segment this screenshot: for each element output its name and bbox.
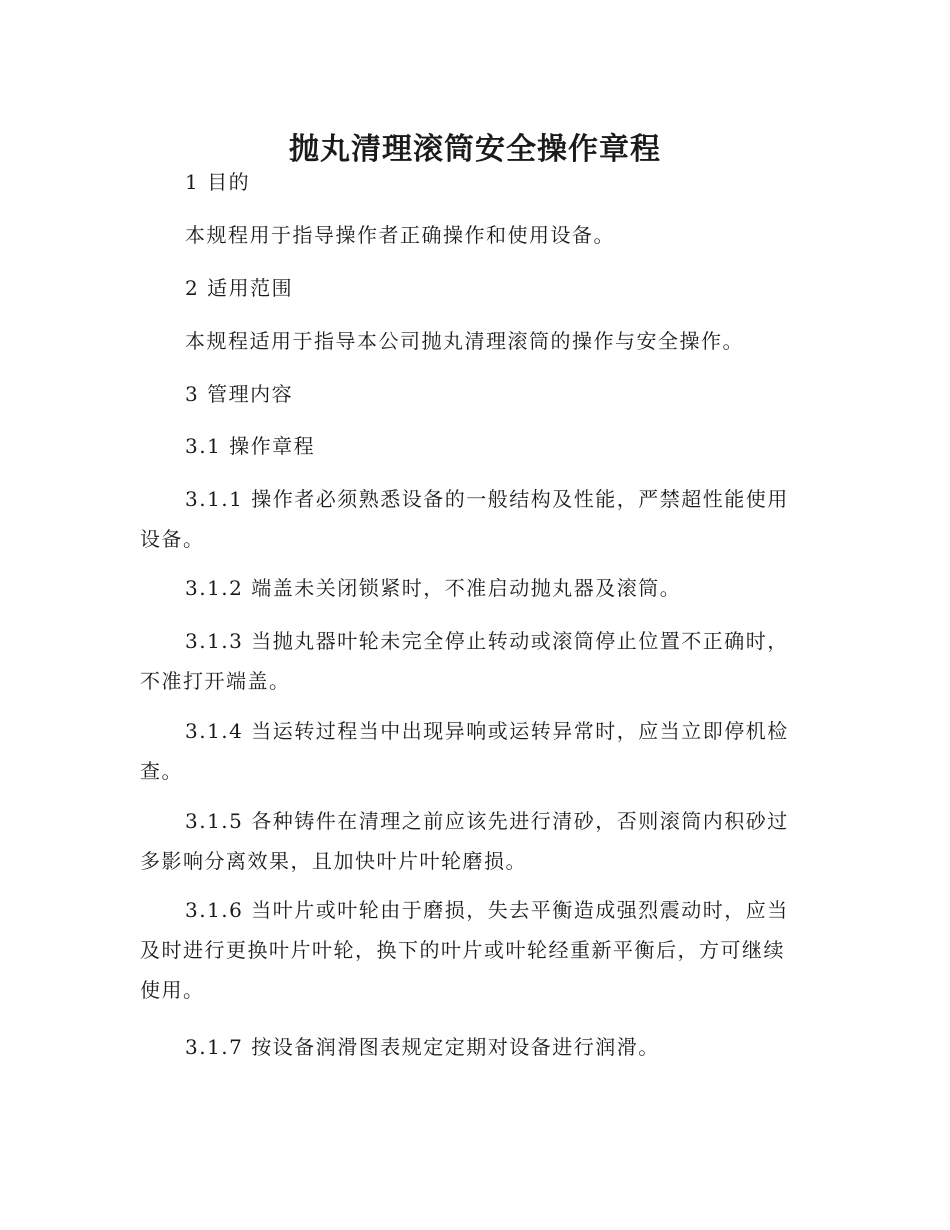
clause-3-1-7: 3.1.7 按设备润滑图表规定定期对设备进行润滑。: [185, 1035, 660, 1059]
section-heading-scope: 2 适用范围: [185, 276, 294, 300]
section-heading-management: 3 管理内容: [185, 382, 294, 406]
section-heading-purpose: 1 目的: [185, 170, 251, 194]
clause-3-1-3: 3.1.3 当抛丸器叶轮未完全停止转动或滚筒停止位置不正确时，不准打开端盖。: [140, 629, 789, 693]
clause-3-1-5: 3.1.5 各种铸件在清理之前应该先进行清砂，否则滚筒内积砂过多影响分离效果，且加快叶片叶轮磨损。: [140, 809, 789, 873]
document-title: 抛丸清理滚筒安全操作章程: [289, 132, 661, 168]
clause-3-1-2: 3.1.2 端盖未关闭锁紧时，不准启动抛丸器及滚筒。: [185, 576, 682, 600]
clause-3-1-6: 3.1.6 当叶片或叶轮由于磨损，失去平衡造成强烈震动时，应当及时进行更换叶片叶轮，换下的叶片或叶轮经重新平衡后，方可继续使用。: [140, 898, 789, 1002]
paragraph-purpose: 本规程用于指导操作者正确操作和使用设备。: [185, 223, 615, 247]
paragraph-scope: 本规程适用于指导本公司抛丸清理滚筒的操作与安全操作。: [185, 329, 744, 353]
clause-3-1-1: 3.1.1 操作者必须熟悉设备的一般结构及性能，严禁超性能使用设备。: [140, 487, 789, 551]
clause-3-1-4: 3.1.4 当运转过程当中出现异响或运转异常时，应当立即停机检查。: [140, 719, 789, 783]
subsection-heading-operation: 3.1 操作章程: [185, 434, 316, 458]
